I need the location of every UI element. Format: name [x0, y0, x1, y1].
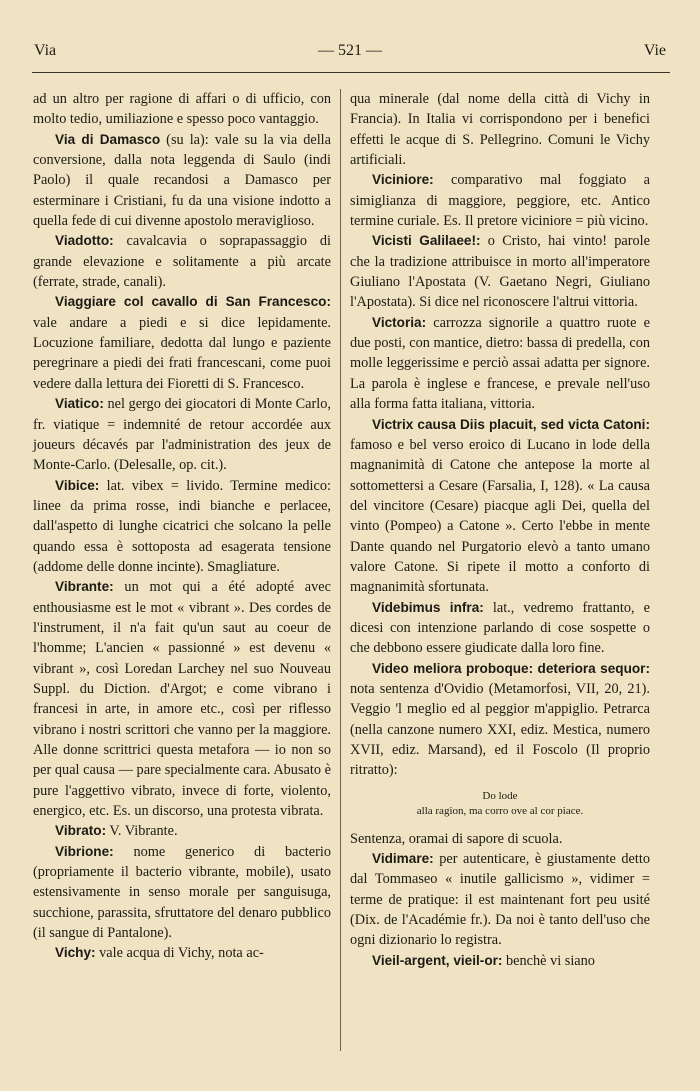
- verse-line-2: alla ragion, ma corro ove al cor piace.: [416, 804, 584, 817]
- dictionary-entry: [350, 598, 650, 659]
- entry-headword: Victrix causa Diis placuit, sed victa Catoni:: [372, 416, 650, 432]
- entry-definition: vale acqua di Vichy, nota ac-: [95, 945, 264, 962]
- entry-definition: comparativo mal foggiato a simiglianza di maggiore, peggiore, etc. Antico termine curiale. Es. Il pretore viciniore = più vicino.: [350, 172, 650, 230]
- verse-line-1: Do lode: [482, 789, 518, 802]
- header-right-guideword: Vie: [643, 42, 666, 59]
- entry-headword: Video meliora proboque: deteriora sequor:: [372, 660, 650, 676]
- running-header: [34, 42, 666, 64]
- column-divider: [340, 89, 341, 1051]
- entry-headword: Vibrato:: [55, 823, 107, 839]
- entry-definition: famoso e bel verso eroico di Lucano in lode della magnanimità di Catone che antepose la morte al sottomettersi a Cesare (Farsalia, I, 128). « La causa del vincitore (Cesare) piacque agli Dei, quella del vinto (Pompeo) a Catone ». Certo l'ebbe in mente Dante quando nel Purgatorio elevò a tanto umano valore Catone. Si ripete il motto a conforto di magnanimità sfortunata.: [350, 436, 650, 596]
- entry-headword: Vichy:: [55, 945, 96, 961]
- entry-headword: Viaggiare col cavallo di San Francesco:: [55, 294, 331, 310]
- entry-definition: nota sentenza d'Ovidio (Metamorfosi, VII, 20, 21). Veggio 'l meglio ed al peggior m'appiglio. Petrarca (nella canzone numero XXI, ediz. Mestica, numero XVII, ediz. Marsand), ed il Foscolo (Il proprio ritratto):: [350, 680, 650, 779]
- header-left-guideword: Via: [34, 42, 57, 59]
- entry-headword: Vibrante:: [55, 579, 114, 595]
- entry-definition: benchè vi siano: [502, 952, 595, 969]
- entry-headword: Viatico:: [55, 396, 104, 412]
- dictionary-entry: [33, 821, 331, 841]
- dictionary-entry: [350, 951, 650, 971]
- right-column: [350, 89, 650, 971]
- page-number: — 521 —: [318, 42, 382, 59]
- entry-definition: lat., vedremo frattanto, e dicesi con intenzione parlando di cose sospette o che debbono essere giudicate dalla loro fine.: [350, 599, 650, 657]
- entry-headword: Viciniore:: [372, 172, 434, 188]
- dictionary-entry: [33, 476, 331, 578]
- dictionary-entry: [33, 130, 331, 232]
- entry-headword: Vibrione:: [55, 843, 114, 859]
- entry-headword: Vidimare:: [372, 851, 434, 867]
- entry-headword: Viadotto:: [55, 233, 114, 249]
- right-column-entries-bottom: [350, 829, 650, 971]
- dictionary-entry: [33, 842, 331, 944]
- entry-definition: ad un altro per ragione di affari o di ufficio, con molto tedio, umiliazione e spesso poco vantaggio.: [33, 91, 331, 128]
- dictionary-entry: [350, 89, 650, 170]
- entry-definition: Sentenza, oramai di sapore di scuola.: [350, 830, 563, 847]
- entry-definition: lat. vibex = livido. Termine medico: linee da prima rosse, indi bianche e perlacee, dall'aspetto di lunghe cicatrici che solcano la pelle quando essa è sottoposta ad esagerata tensione (addome delle donne incinte). Smagliature.: [33, 477, 331, 575]
- dictionary-entry: [350, 313, 650, 415]
- dictionary-entry: [350, 829, 650, 849]
- left-column: [33, 89, 331, 964]
- entry-headword: Victoria:: [372, 314, 427, 330]
- entry-definition: carrozza signorile a quattro ruote e due posti, con mantice, dietro: bassa di predella, con molle leggerissime e perciò assai adatta per signore. La parola è inglese e francese, e prevale nell'uso alla forma fatta italiana, vittoria.: [350, 314, 650, 413]
- entry-definition: qua minerale (dal nome della città di Vichy in Francia). In Italia vi corrispondono per i benefici effetti le acque di S. Pellegrino. Comuni le Vichy artificiali.: [350, 91, 650, 169]
- dictionary-entry: [350, 231, 650, 312]
- entry-definition: vale andare a piedi e si dice lepidamente. Locuzione familiare, dedotta dal lungo e paziente peregrinare a piedi dei frati francescani, come puoi vedere dalla lettura dei Fioretti di S. Francesco.: [33, 314, 331, 392]
- dictionary-entry: [33, 394, 331, 475]
- entry-definition: per autenticare, è giustamente detto dal Tommaseo « inutile gallicismo », vidimer = terme de pratique: il est maintenant fort peu usité (Dix. de l'Académie fr.). Da noi è tanto dell'uso che ogni dizionario lo registra.: [350, 851, 650, 949]
- dictionary-entry: [350, 659, 650, 781]
- entry-headword: Via di Damasco: [55, 131, 161, 147]
- right-column-entries-top: [350, 89, 650, 781]
- header-rule: [32, 72, 670, 73]
- entry-definition: cavalcavia o soprapassaggio di grande elevazione e solitamente a più arcate (ferrate, strade, canali).: [33, 233, 331, 291]
- dictionary-entry: [350, 415, 650, 598]
- dictionary-entry: [33, 577, 331, 821]
- dictionary-entry: [350, 170, 650, 231]
- dictionary-entry: [33, 943, 331, 963]
- entry-headword: Videbimus infra:: [372, 599, 484, 615]
- dictionary-entry: [33, 231, 331, 292]
- entry-definition: nome generico di bacterio (propriamente il bacterio vibrante, mobile), usato estensivamente in senso morale per sanguisuga, succhione, parassita, sfruttatore del denaro pubblico (il sangue di Pantalone).: [33, 843, 331, 942]
- entry-headword: Vieil-argent, vieil-or:: [372, 952, 503, 968]
- entry-definition: V. Vibrante.: [106, 823, 178, 840]
- dictionary-entry: [350, 849, 650, 951]
- dictionary-entry: [33, 292, 331, 394]
- verse-quote: [350, 789, 650, 819]
- entry-headword: Vibice:: [55, 477, 100, 493]
- entry-definition: (su la): vale su la via della conversione, dalla nota leggenda di Saulo (indi Paolo) il quale recandosi a Damasco per esterminare i Cristiani, fu da una visione indotto a quella fede di cui divenne apostolo meraviglioso.: [33, 131, 331, 230]
- entry-definition: un mot qui a été adopté avec enthousiasme est le mot « vibrant ». Des cordes de l'instrument, il n'a fait qu'un saut au coeur de l'homme; L'ancien « passionné » est devenu « vibrant », così Loredan Larchey nel suo Nouveau Suppl. du Diction. d'Argot; e come vibrano i francesi in arte, in amore etc., così per riflesso vibrano i nostri scrittori che vanno per la maggiore. Alle donne scrittrici questa metafora — io non so per qual causa — pare specialmente cara. Abusato è pure l'aggettivo vibrato, invece di forte, violento, energico, etc. Es. un discorso, una protesta vibrata.: [33, 579, 331, 820]
- entry-headword: Vicisti Galilaee!:: [372, 233, 481, 249]
- entry-definition: nel gergo dei giocatori di Monte Carlo, fr. viatique = indemnité de retour accordée aux joueurs décavés par l'administration des jeux de Monte-Carlo. (Delesalle, op. cit.).: [33, 396, 331, 474]
- entry-definition: o Cristo, hai vinto! parole che la tradizione attribuisce in morto all'imperatore Giuliano l'Apostata (V. Gaetano Negri, Giuliano l'Apostata). Si dice nel riconoscere l'altrui vittoria.: [350, 233, 650, 311]
- dictionary-entry: [33, 89, 331, 130]
